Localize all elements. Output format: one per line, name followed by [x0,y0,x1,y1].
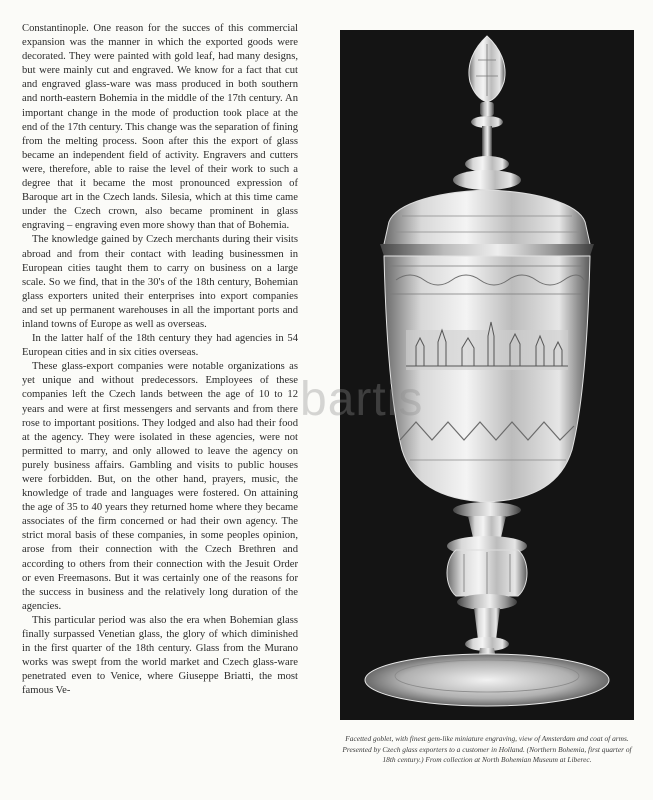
paragraph-1: Constantinople. One reason for the succes of this commercial expansion was the manner in which the exported goods were decorated. They were painted with gold leaf, had many designs, but were mainly cut and engraved. We know for a fact that cut and engraved glass-ware was mass produced in both southern and north-eastern Bohemia in the middle of the 17th century. An important change in the mode of production took place at the end of the 17th century. This change was the separation of fining from the melting process. Soon after this the export of glass became an independent field of activity. Engravers and cutters were, therefore, able to raise the level of their work to such a degree that it became the most pronounced expression of Baroque art in the Czech lands. Silesia, which at this time came under the Czech crown, also became prominent in glass engraving – engraving even more showy than that of Bohemia. [22,23,298,232]
watermark: bartis [300,373,424,426]
paragraph-3: In the latter half of the 18th century they had agencies in 54 European cities and in six cities overseas. [22,333,298,359]
body-text-column [22,22,298,699]
goblet-illustration [340,30,634,720]
paragraph-4: These glass-export companies were notable organizations as yet unique and without predecessors. Employees of these companies left the Czech lands between the age of 10 to 12 years and were at first messengers and servants and from there rose to important positions. They lodged and also had their food at the agency. They were isolated in these agencies, were not permitted to marry, and only allowed to leave the agency on purely business affairs. Gambling and visits to public houses were forbidden. But, on the other hand, prayers, music, the knowledge of trade and languages were fostered. On attaining the age of 35 to 40 years they returned home where they became associates of the firm concerned or had their own agency. The strict moral basis of these companies, in some peoples opinion, arose from their connection with the Czech Brethren and according to others from their connection with the Jesuit Order or even Freemasons. But it was certainly one of the reasons for the success in business and the relatively long duration of the agencies. [22,361,298,612]
goblet-photograph [340,30,634,720]
paragraph-2: The knowledge gained by Czech merchants during their visits abroad and from their contact with leading businessmen in European cities taught them to carry on business on a large scale. So we find, that in the 30's of the 18th century, Bohemian glass exporters united their enterprises into export companies and set up permanent warehouses in all the important ports and inland towns of Europe as well as overseas. [22,234,298,330]
figure-caption: Facetted goblet, with finest gem-like miniature engraving, view of Amsterdam and coat of arms. Presented by Czech glass exporters to a customer in Holland. (Northern Bohemia, first quarter of 18th century.) From collection at North Bohemian Museum at Liberec. [342,734,632,764]
paragraph-5: This particular period was also the era when Bohemian glass finally surpassed Venetian glass, the glory of which diminished in the first quarter of the 18th century. Glass from the Murano works was swept from the world market and Czech glass-ware penetrated even to Venice, where Giuseppe Briatti, the most famous Ve- [22,614,298,697]
